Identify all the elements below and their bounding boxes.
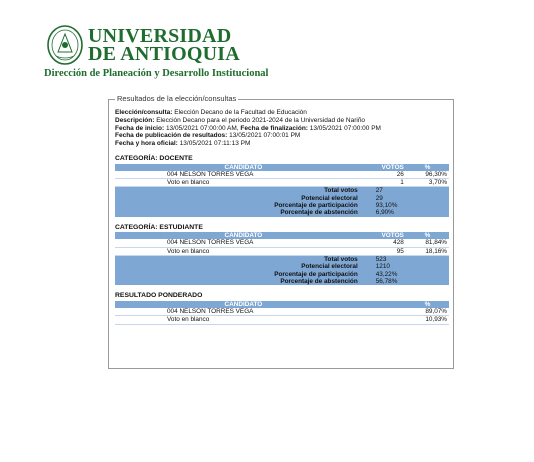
info-publicacion: Fecha de publicación de resultados: 13/05/2021 07:00:01 PM [115, 132, 301, 140]
summary-row: Potencial electoral 29 [115, 195, 449, 202]
header-candidato: CANDIDATO [115, 232, 372, 239]
header-votos: VOTOS [372, 232, 406, 239]
summary-row: Total votos 523 [115, 255, 449, 263]
table-row: Voto en blanco 95 18,16% [115, 247, 449, 255]
weighted-result-title: RESULTADO PONDERADO [115, 292, 203, 300]
header-pct: % [406, 164, 449, 171]
table-row: Voto en blanco 10,93% [115, 316, 449, 324]
ponderado-table [115, 301, 449, 325]
panel-legend: Resultados de la elección/consultas [117, 94, 237, 103]
info-fecha-oficial: Fecha y hora oficial: 13/05/2021 07:11:13 PM [115, 140, 251, 148]
header-candidato: CANDIDATO [115, 164, 372, 171]
results-panel [108, 94, 454, 369]
info-fechas: Fecha de inicio: 13/05/2021 07:00:00 AM, Fecha de finalización: 13/05/2021 07:00:00 PM [115, 124, 381, 132]
department-subtitle: Dirección de Planeación y Desarrollo Institucional [44, 68, 269, 79]
category-estudiante-title: CATEGORÍA: ESTUDIANTE [115, 223, 203, 231]
table-row: 004 NELSON TORRES VEGA 26 96,30% [115, 171, 449, 179]
table-row: 004 NELSON TORRES VEGA 428 81,84% [115, 239, 449, 247]
header-pct: % [406, 232, 449, 239]
header-spacer [372, 301, 406, 308]
summary-row: Total votos 27 [115, 187, 449, 195]
header-candidato: CANDIDATO [115, 301, 372, 308]
summary-row: Potencial electoral 1210 [115, 263, 449, 270]
table-row: Voto en blanco 1 3,70% [115, 179, 449, 187]
university-name-line2: DE ANTIOQUIA [88, 43, 240, 65]
info-eleccion: Elección/consulta: Elección Decano de la Facultad de Educación [115, 109, 307, 116]
summary-row: Porcentaje de participación 43,22% [115, 271, 449, 278]
info-descripcion: Descripción: Elección Decano para el periodo 2021-2024 de la Universidad de Nariño [115, 116, 366, 124]
category-docente-title: CATEGORÍA: DOCENTE [115, 154, 193, 162]
university-seal-icon [46, 24, 84, 66]
university-name-line1: UNIVERSIDAD [88, 25, 232, 47]
header-pct: % [406, 301, 449, 308]
summary-row: Porcentaje de abstención 56,78% [115, 278, 449, 285]
summary-row: Porcentaje de participación 93,10% [115, 202, 449, 209]
table-row: 004 NELSON TORRES VEGA 89,07% [115, 308, 449, 316]
estudiante-table [115, 232, 449, 285]
summary-row: Porcentaje de abstención 6,90% [115, 209, 449, 216]
header-votos: VOTOS [372, 164, 406, 171]
docente-table [115, 164, 449, 217]
